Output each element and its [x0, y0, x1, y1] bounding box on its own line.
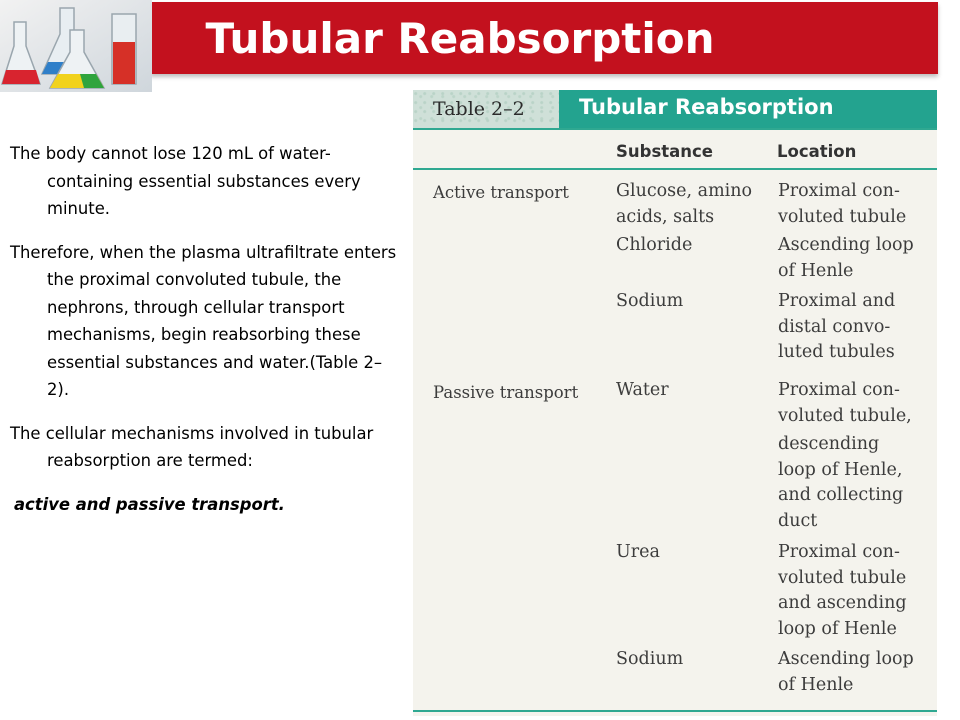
lab-glassware-icon — [0, 0, 152, 92]
paragraph-3: The cellular mechanisms involved in tubular reabsorption are termed: — [10, 423, 374, 470]
table-row-substance: Chloride — [616, 235, 693, 255]
table-row-substance: Urea — [616, 542, 660, 562]
table-row-location: Proximal con- voluted tubule and ascending loop of Henle — [778, 542, 907, 639]
table-row-location: Ascending loop of Henle — [778, 235, 914, 281]
table-row-substance: Glucose, amino acids, salts — [616, 181, 753, 227]
table-row-substance: Sodium — [616, 291, 684, 311]
slide-title: Tubular Reabsorption — [205, 14, 715, 63]
table-title: Tubular Reabsorption — [579, 95, 834, 119]
table-label — [413, 90, 559, 128]
table-rule-top — [413, 128, 937, 130]
group-active: Active transport — [433, 183, 569, 202]
title-bar — [150, 2, 938, 74]
table-row-location: Ascending loop of Henle — [778, 649, 914, 695]
reabsorption-table — [413, 90, 937, 716]
group-passive: Passive transport — [433, 383, 579, 402]
table-rule-bottom — [413, 710, 937, 712]
paragraph-1: The body cannot lose 120 mL of water-containing essential substances every minute. — [10, 144, 361, 218]
table-label-text: Table 2–2 — [433, 98, 525, 120]
table-row-location: Proximal and distal convo- luted tubules — [778, 291, 896, 362]
body-text — [10, 140, 402, 534]
table-title-bar — [559, 90, 937, 128]
paragraph-emphasis: active and passive transport. — [14, 494, 285, 514]
paragraph-2: Therefore, when the plasma ultrafiltrate enters the proximal convoluted tubule, the nephrons, through cellular transport mechanisms, begin reabsorbing these essential substances and water.(Table 2–2). — [10, 242, 397, 399]
table-row-location: Proximal con- voluted tubule, descending loop of Henle, and collecting duct — [778, 380, 912, 531]
header-substance: Substance — [616, 142, 714, 161]
table-row-substance: Sodium — [616, 649, 684, 669]
table-row-location: Proximal con- voluted tubule — [778, 181, 907, 227]
table-row-substance: Water — [616, 380, 669, 400]
header-location: Location — [777, 142, 857, 161]
table-rule-header — [413, 168, 937, 170]
